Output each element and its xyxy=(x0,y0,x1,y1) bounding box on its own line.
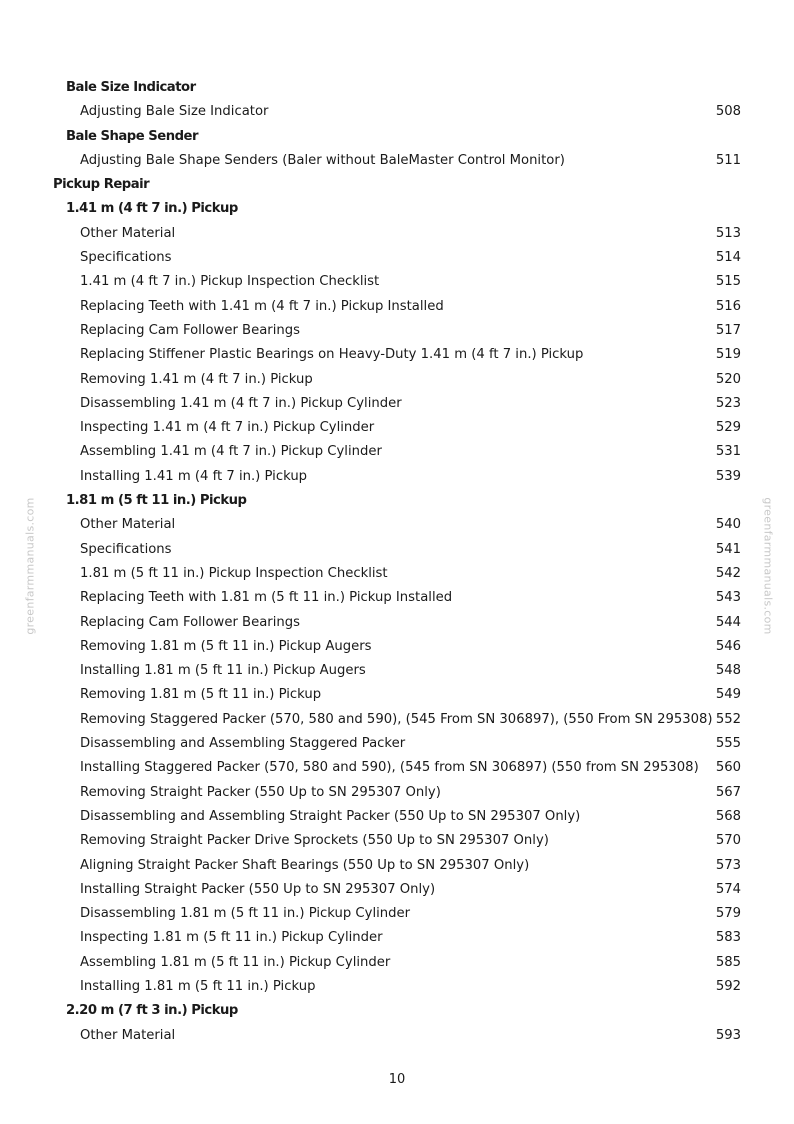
toc-entry[interactable] xyxy=(0,805,794,829)
toc-entry[interactable] xyxy=(0,222,794,246)
toc-entry-title: Removing Straight Packer Drive Sprockets (550 Up to SN 295307 Only) xyxy=(80,833,549,849)
page-number: 10 xyxy=(388,1072,406,1087)
toc-entry[interactable] xyxy=(0,295,794,319)
toc-entry[interactable] xyxy=(0,416,794,440)
toc-entry[interactable] xyxy=(0,319,794,343)
toc-entry-page-number: 508 xyxy=(715,104,741,120)
toc-entry-page-number: 548 xyxy=(715,663,741,679)
toc-heading xyxy=(0,125,794,149)
toc-entry[interactable] xyxy=(0,538,794,562)
toc-entry-title: 1.81 m (5 ft 11 in.) Pickup Inspection Checklist xyxy=(80,565,388,581)
toc-entry-page-number: 592 xyxy=(715,978,741,994)
toc-entry[interactable] xyxy=(0,659,794,683)
toc-entry-title: Disassembling and Assembling Straight Packer (550 Up to SN 295307 Only) xyxy=(80,808,581,824)
toc-entry[interactable] xyxy=(0,343,794,367)
toc-entry[interactable] xyxy=(0,635,794,659)
toc-heading xyxy=(0,76,794,100)
toc-entry-page-number: 520 xyxy=(715,371,741,387)
toc-entry-title: Removing 1.81 m (5 ft 11 in.) Pickup xyxy=(80,687,322,703)
toc-entry-page-number: 540 xyxy=(715,517,741,533)
toc-entry-title: Other Material xyxy=(80,225,176,241)
toc-entry[interactable] xyxy=(0,756,794,780)
watermark-right: greenfarmmanuals.com xyxy=(761,497,775,635)
toc-entry[interactable] xyxy=(0,683,794,707)
toc-entry-page-number: 541 xyxy=(715,541,741,557)
toc-entry-title: Inspecting 1.81 m (5 ft 11 in.) Pickup Cylinder xyxy=(80,930,383,946)
toc-entry-page-number: 531 xyxy=(715,444,741,460)
toc-entry-page-number: 515 xyxy=(715,274,741,290)
toc-entry-title: Installing 1.41 m (4 ft 7 in.) Pickup xyxy=(80,468,308,484)
toc-entry-page-number: 570 xyxy=(715,833,741,849)
toc-entry-page-number: 573 xyxy=(715,857,741,873)
toc-entry-title: Removing Staggered Packer (570, 580 and 590), (545 From SN 306897), (550 From SN 295308) xyxy=(80,711,713,727)
toc-entry[interactable] xyxy=(0,270,794,294)
toc-entry-page-number: 511 xyxy=(715,152,741,168)
toc-entry[interactable] xyxy=(0,878,794,902)
toc-entry[interactable] xyxy=(0,513,794,537)
toc-entry-page-number: 539 xyxy=(715,468,741,484)
toc-entry-title: Aligning Straight Packer Shaft Bearings (550 Up to SN 295307 Only) xyxy=(80,857,530,873)
toc-entry-title: Disassembling and Assembling Staggered Packer xyxy=(80,736,406,752)
toc-entry[interactable] xyxy=(0,951,794,975)
toc-entry-title: 1.41 m (4 ft 7 in.) Pickup Inspection Checklist xyxy=(80,274,380,290)
toc-entry[interactable] xyxy=(0,392,794,416)
toc-entry-page-number: 552 xyxy=(715,711,741,727)
toc-entry-page-number: 593 xyxy=(715,1027,741,1043)
toc-entry-page-number: 519 xyxy=(715,347,741,363)
toc-heading xyxy=(0,489,794,513)
toc-entry-page-number: 529 xyxy=(715,420,741,436)
toc-entry-title: Removing 1.81 m (5 ft 11 in.) Pickup Augers xyxy=(80,638,372,654)
toc-entry-title: Installing 1.81 m (5 ft 11 in.) Pickup Augers xyxy=(80,663,366,679)
toc-entry-page-number: 546 xyxy=(715,638,741,654)
toc-entry-title: Replacing Cam Follower Bearings xyxy=(80,322,300,338)
toc-entry-page-number: 516 xyxy=(715,298,741,314)
toc-entry-title: Assembling 1.81 m (5 ft 11 in.) Pickup Cylinder xyxy=(80,954,391,970)
toc-entry[interactable] xyxy=(0,732,794,756)
toc-heading xyxy=(0,999,794,1023)
toc-entry-page-number: 542 xyxy=(715,565,741,581)
toc-entry-page-number: 567 xyxy=(715,784,741,800)
toc-entry-page-number: 574 xyxy=(715,881,741,897)
toc-entry[interactable] xyxy=(0,562,794,586)
toc-entry-title: Bale Size Indicator xyxy=(66,80,196,95)
toc-entry-title: Replacing Teeth with 1.41 m (4 ft 7 in.) Pickup Installed xyxy=(80,298,444,314)
toc-entry-page-number: 549 xyxy=(715,687,741,703)
toc-entry-page-number: 543 xyxy=(715,590,741,606)
toc-entry[interactable] xyxy=(0,611,794,635)
toc-entry-page-number: 560 xyxy=(715,760,741,776)
toc-entry-title: Assembling 1.41 m (4 ft 7 in.) Pickup Cylinder xyxy=(80,444,382,460)
toc-entry-title: 1.41 m (4 ft 7 in.) Pickup xyxy=(66,201,238,217)
toc-entry-page-number: 585 xyxy=(715,954,741,970)
toc-entry-page-number: 579 xyxy=(715,906,741,922)
toc-entry[interactable] xyxy=(0,465,794,489)
watermark-left: greenfarmmanuals.com xyxy=(23,497,37,635)
toc-entry-title: 1.81 m (5 ft 11 in.) Pickup xyxy=(66,493,247,509)
toc-entry[interactable] xyxy=(0,975,794,999)
toc-entry-title: Other Material xyxy=(80,1027,176,1043)
toc-entry-title: Adjusting Bale Shape Senders (Baler without BaleMaster Control Monitor) xyxy=(80,152,565,168)
toc-entry-page-number: 568 xyxy=(715,808,741,824)
toc-entry-title: Disassembling 1.41 m (4 ft 7 in.) Pickup Cylinder xyxy=(80,395,402,411)
toc-entry-title: Removing Straight Packer (550 Up to SN 295307 Only) xyxy=(80,784,441,800)
toc-entry[interactable] xyxy=(0,708,794,732)
toc-entry-title: 2.20 m (7 ft 3 in.) Pickup xyxy=(66,1003,238,1019)
toc-entry-title: Installing 1.81 m (5 ft 11 in.) Pickup xyxy=(80,978,316,994)
toc-entry-page-number: 544 xyxy=(715,614,741,630)
toc-entry[interactable] xyxy=(0,440,794,464)
toc-entry-title: Specifications xyxy=(80,250,172,266)
toc-entry[interactable] xyxy=(0,149,794,173)
toc-entry[interactable] xyxy=(0,246,794,270)
toc-entry-page-number: 514 xyxy=(715,250,741,266)
toc-entry[interactable] xyxy=(0,100,794,124)
toc-entry-title: Inspecting 1.41 m (4 ft 7 in.) Pickup Cylinder xyxy=(80,420,375,436)
table-of-contents xyxy=(0,76,794,1048)
toc-entry-page-number: 523 xyxy=(715,395,741,411)
toc-entry-title: Removing 1.41 m (4 ft 7 in.) Pickup xyxy=(80,371,313,387)
toc-entry[interactable] xyxy=(0,854,794,878)
toc-entry-title: Installing Staggered Packer (570, 580 and 590), (545 from SN 306897) (550 from SN 295308) xyxy=(80,760,699,776)
toc-entry[interactable] xyxy=(0,829,794,853)
toc-entry-page-number: 513 xyxy=(715,225,741,241)
toc-entry-title: Pickup Repair xyxy=(53,177,150,193)
toc-entry-title: Other Material xyxy=(80,517,176,533)
toc-entry-title: Bale Shape Sender xyxy=(66,128,198,144)
toc-entry[interactable] xyxy=(0,926,794,950)
toc-entry[interactable] xyxy=(0,781,794,805)
toc-entry-title: Replacing Cam Follower Bearings xyxy=(80,614,300,630)
toc-entry-title: Disassembling 1.81 m (5 ft 11 in.) Pickup Cylinder xyxy=(80,906,411,922)
toc-entry[interactable] xyxy=(0,1024,794,1048)
toc-entry-page-number: 517 xyxy=(715,322,741,338)
toc-entry-title: Adjusting Bale Size Indicator xyxy=(80,104,269,120)
toc-heading xyxy=(0,197,794,221)
toc-entry-title: Installing Straight Packer (550 Up to SN 295307 Only) xyxy=(80,881,436,897)
toc-entry-page-number: 583 xyxy=(715,930,741,946)
toc-entry[interactable] xyxy=(0,902,794,926)
toc-heading xyxy=(0,173,794,197)
toc-entry[interactable] xyxy=(0,368,794,392)
toc-entry-title: Replacing Teeth with 1.81 m (5 ft 11 in.) Pickup Installed xyxy=(80,590,453,606)
toc-entry-title: Replacing Stiffener Plastic Bearings on Heavy-Duty 1.41 m (4 ft 7 in.) Pickup xyxy=(80,347,584,363)
toc-entry-page-number: 555 xyxy=(715,736,741,752)
toc-entry[interactable] xyxy=(0,586,794,610)
toc-entry-title: Specifications xyxy=(80,541,172,557)
